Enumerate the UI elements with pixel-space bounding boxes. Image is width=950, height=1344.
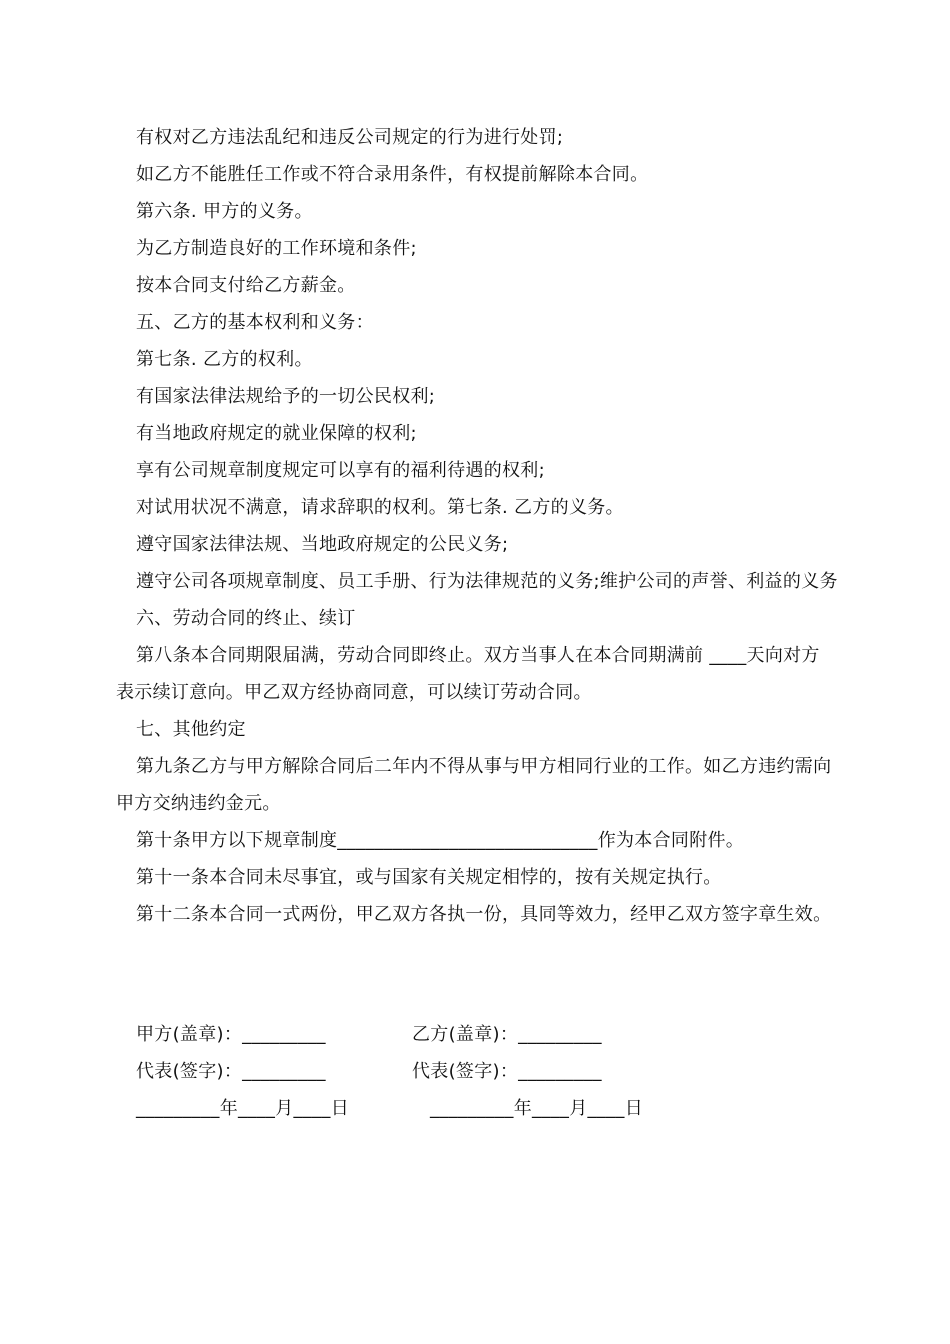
party-a-rep-field: 代表(签字)：_________ bbox=[136, 1061, 326, 1082]
paragraph: 第十一条本合同未尽事宜，或与国家有关规定相悖的，按有关规定执行。 bbox=[136, 867, 722, 888]
paragraph: 对试用状况不满意，请求辞职的权利。第七条. 乙方的义务。 bbox=[136, 497, 624, 518]
paragraph: 遵守公司各项规章制度、员工手册、行为法律规范的义务;维护公司的声誉、利益的义务 bbox=[136, 571, 838, 592]
paragraph: 第十二条本合同一式两份，甲乙双方各执一份，具同等效力，经甲乙双方签字章生效。 bbox=[136, 904, 832, 925]
paragraph: 按本合同支付给乙方薪金。 bbox=[136, 275, 356, 296]
section-heading: 七、其他约定 bbox=[136, 719, 246, 740]
party-b-rep-field: 代表(签字)：_________ bbox=[412, 1061, 602, 1082]
party-a-seal-field: 甲方(盖章)：_________ bbox=[136, 1024, 326, 1045]
party-a-date-field: _________年____月____日 bbox=[136, 1098, 349, 1119]
contract-body bbox=[116, 119, 838, 933]
representative-row bbox=[116, 1053, 838, 1090]
paragraph: 有当地政府规定的就业保障的权利; bbox=[136, 423, 417, 444]
date-row bbox=[116, 1090, 838, 1127]
paragraph: 为乙方制造良好的工作环境和条件; bbox=[136, 238, 417, 259]
party-b-date-field: _________年____月____日 bbox=[430, 1098, 643, 1119]
paragraph: 第十条甲方以下规章制度____________________________作为本合同附件。 bbox=[136, 830, 745, 851]
paragraph: 遵守国家法律法规、当地政府规定的公民义务; bbox=[136, 534, 509, 555]
section-heading: 第六条. 甲方的义务。 bbox=[136, 201, 313, 222]
paragraph: 如乙方不能胜任工作或不符合录用条件，有权提前解除本合同。 bbox=[136, 164, 649, 185]
section-heading: 五、乙方的基本权利和义务： bbox=[136, 312, 374, 333]
section-heading: 六、劳动合同的终止、续订 bbox=[136, 608, 356, 629]
party-b-seal-field: 乙方(盖章)：_________ bbox=[412, 1024, 602, 1045]
paragraph: 第九条乙方与甲方解除合同后二年内不得从事与甲方相同行业的工作。如乙方违约需向甲方交纳违约金元。 bbox=[116, 756, 832, 814]
seal-row bbox=[116, 1016, 838, 1053]
paragraph: 有权对乙方违法乱纪和违反公司规定的行为进行处罚; bbox=[136, 127, 564, 148]
signature-block bbox=[116, 1016, 838, 1127]
paragraph: 有国家法律法规给予的一切公民权利; bbox=[136, 386, 436, 407]
section-heading: 第七条. 乙方的权利。 bbox=[136, 349, 313, 370]
paragraph: 享有公司规章制度规定可以享有的福利待遇的权利; bbox=[136, 460, 545, 481]
paragraph: 第八条本合同期限届满，劳动合同即终止。双方当事人在本合同期满前 ____天向对方表示续订意向。甲乙双方经协商同意，可以续订劳动合同。 bbox=[116, 645, 820, 703]
